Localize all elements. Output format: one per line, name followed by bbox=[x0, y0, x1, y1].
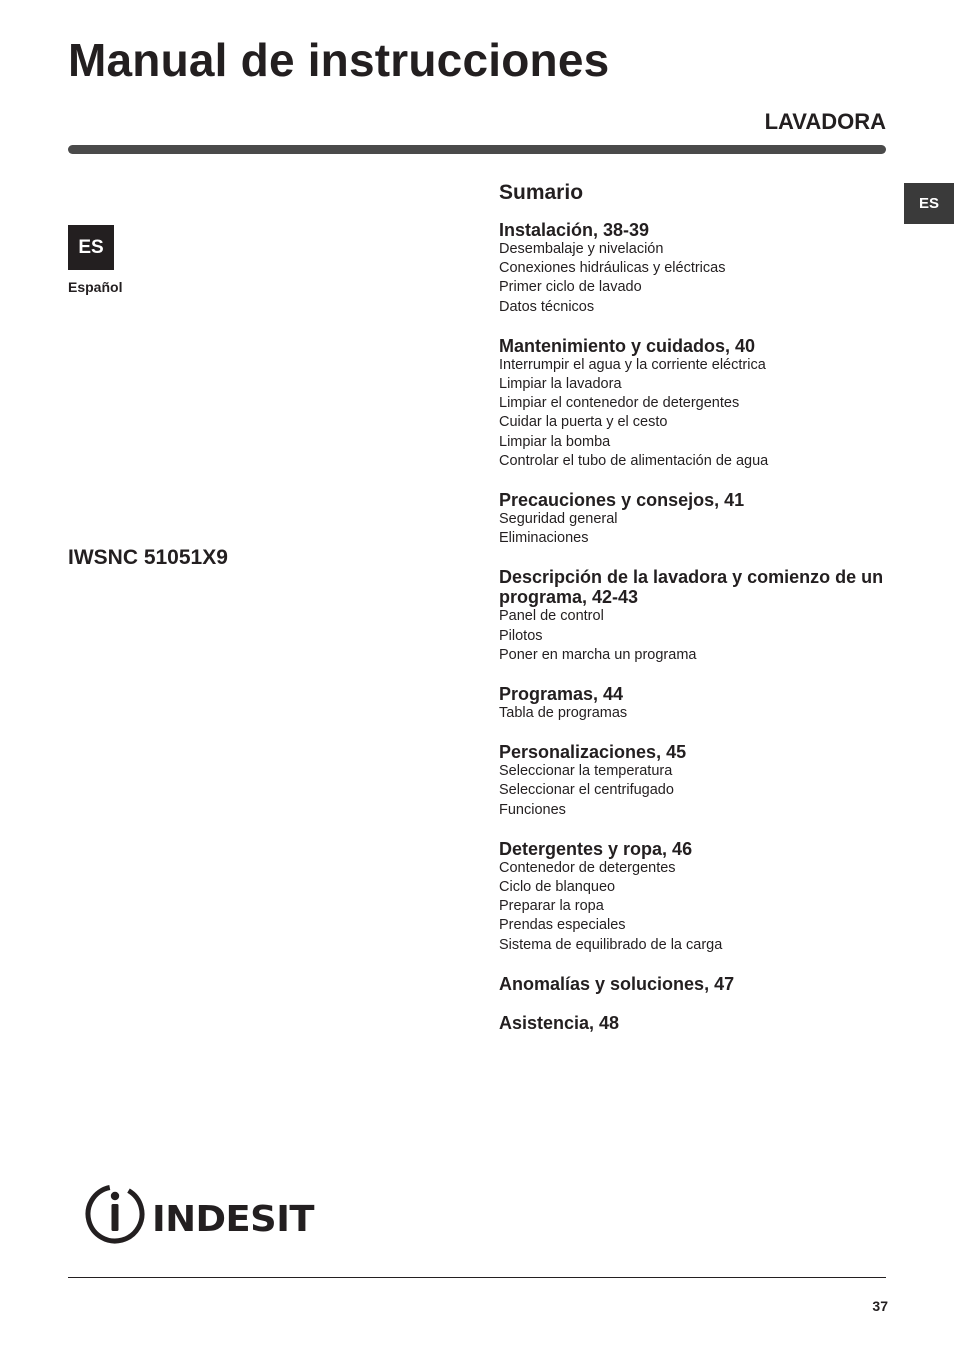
toc-item: Funciones bbox=[499, 801, 566, 818]
toc-item: Seleccionar la temperatura bbox=[499, 763, 673, 780]
page-number: 37 bbox=[872, 1298, 888, 1314]
language-name: Español bbox=[68, 279, 123, 295]
toc-section-title: Anomalías y soluciones, 47 bbox=[499, 973, 735, 994]
toc-heading: Sumario bbox=[499, 181, 584, 204]
model-number: IWSNC 51051X9 bbox=[68, 546, 228, 569]
toc-section-title: Detergentes y ropa, 46 bbox=[499, 838, 693, 859]
toc-section-title: Instalación, 38-39 bbox=[499, 220, 650, 240]
toc-item: Interrumpir el agua y la corriente eléctrica bbox=[499, 356, 766, 373]
toc-item: Ciclo de blanqueo bbox=[499, 879, 616, 896]
toc-item: Tabla de programas bbox=[499, 705, 628, 722]
toc-sections bbox=[499, 220, 889, 1033]
toc-item: Primer ciclo de lavado bbox=[499, 279, 642, 296]
toc-item: Panel de control bbox=[499, 608, 604, 625]
toc-section bbox=[499, 684, 889, 723]
toc-section-title: Descripción de la lavadora y comienzo de un programa, 42-43 bbox=[499, 567, 884, 608]
toc-item: Pilotos bbox=[499, 627, 543, 644]
page-title: Manual de instrucciones bbox=[68, 34, 610, 86]
language-side-tab: ES bbox=[904, 183, 954, 224]
toc-section bbox=[499, 490, 889, 548]
toc-section-title: Programas, 44 bbox=[499, 684, 624, 705]
indesit-logo bbox=[84, 1183, 316, 1245]
toc-section bbox=[499, 974, 889, 994]
toc-section bbox=[499, 839, 889, 955]
toc-section bbox=[499, 336, 889, 471]
toc-item: Conexiones hidráulicas y eléctricas bbox=[499, 260, 726, 277]
toc-item-list bbox=[499, 240, 889, 317]
toc-item: Seguridad general bbox=[499, 511, 618, 528]
toc-section-title: Mantenimiento y cuidados, 40 bbox=[499, 335, 756, 356]
toc-item: Desembalaje y nivelación bbox=[499, 241, 664, 257]
logo-stem-icon bbox=[112, 1204, 119, 1231]
toc-item: Preparar la ropa bbox=[499, 898, 604, 915]
toc-item: Limpiar la lavadora bbox=[499, 376, 622, 393]
toc-section bbox=[499, 220, 889, 317]
toc-item-list bbox=[499, 510, 889, 548]
toc-item: Cuidar la puerta y el cesto bbox=[499, 414, 668, 431]
toc-section bbox=[499, 742, 889, 820]
toc-item: Prendas especiales bbox=[499, 917, 626, 934]
toc-item: Sistema de equilibrado de la carga bbox=[499, 936, 723, 953]
product-type: LAVADORA bbox=[764, 109, 886, 134]
toc-item-list bbox=[499, 704, 889, 723]
toc-item: Limpiar la bomba bbox=[499, 433, 611, 450]
toc-item: Limpiar el contenedor de detergentes bbox=[499, 395, 740, 412]
toc-item-list bbox=[499, 607, 889, 665]
toc-item: Poner en marcha un programa bbox=[499, 646, 697, 663]
toc-item: Eliminaciones bbox=[499, 530, 589, 547]
logo-wordmark: INDESIT bbox=[152, 1199, 315, 1240]
logo-dot-icon bbox=[111, 1192, 119, 1200]
toc-item-list bbox=[499, 859, 889, 955]
toc-section-title: Personalizaciones, 45 bbox=[499, 742, 687, 763]
language-code-badge: ES bbox=[68, 225, 114, 270]
footer-divider bbox=[68, 1277, 886, 1278]
header-divider bbox=[68, 145, 886, 154]
toc-section bbox=[499, 1013, 889, 1033]
toc-item-list bbox=[499, 356, 889, 471]
toc-item: Seleccionar el centrifugado bbox=[499, 782, 674, 799]
toc-item-list bbox=[499, 762, 889, 820]
toc-item: Contenedor de detergentes bbox=[499, 859, 676, 876]
toc-section-title: Precauciones y consejos, 41 bbox=[499, 490, 745, 511]
toc-item: Datos técnicos bbox=[499, 298, 595, 315]
toc-section-title: Asistencia, 48 bbox=[499, 1012, 620, 1033]
toc-item: Controlar el tubo de alimentación de agua bbox=[499, 452, 769, 469]
table-of-contents bbox=[499, 180, 889, 1052]
toc-section bbox=[499, 567, 889, 665]
